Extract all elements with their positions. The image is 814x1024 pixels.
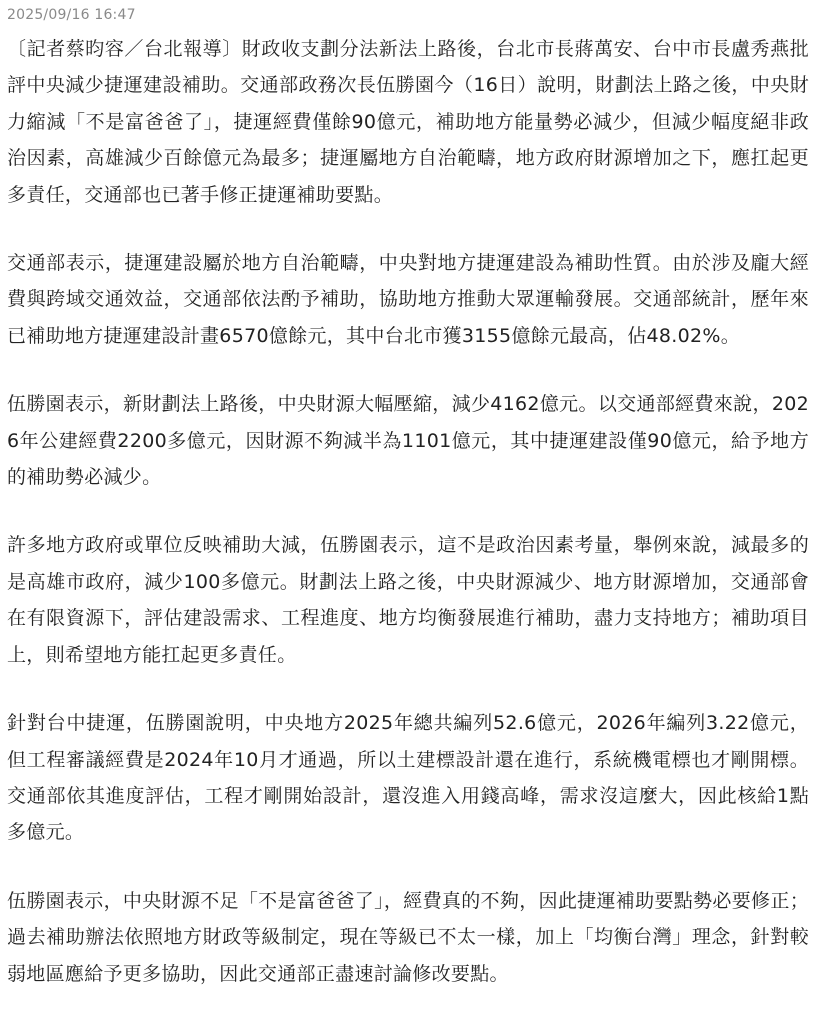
article-paragraph-6: 伍勝園表示，中央財源不足「不是富爸爸了」，經費真的不夠，因此捷運補助要點勢必要修正；過去補助辦法依照地方財政等級制定，現在等級已不太一樣，加上「均衡台灣」理念，針對較弱地區應給予更多協助，因此交通部正盡速討論修改要點。 bbox=[7, 889, 809, 985]
article-paragraph-2: 交通部表示，捷運建設屬於地方自治範疇，中央對地方捷運建設為補助性質。由於涉及龐大經費與跨域交通效益，交通部依法酌予補助，協助地方推動大眾運輸發展。交通部統計，歷年來已補助地方捷運建設計畫6570億餘元，其中台北市獲3155億餘元最高，佔48.02%。 bbox=[7, 252, 809, 347]
article-paragraph-1: 〔記者蔡昀容／台北報導〕財政收支劃分法新法上路後，台北市長蔣萬安、台中市長盧秀燕批評中央減少捷運建設補助。交通部政務次長伍勝園今（16日）說明，財劃法上路之後，中央財力縮減「不是富爸爸了」，捷運經費僅餘90億元，補助地方能量勢必減少，但減少幅度絕非政治因素，高雄減少百餘億元為最多；捷運屬地方自治範疇，地方政府財源增加之下，應扛起更多責任，交通部也已著手修正捷運補助要點。 bbox=[7, 38, 809, 206]
publish-timestamp: 2025/09/16 16:47 bbox=[7, 7, 136, 23]
article-paragraph-5: 針對台中捷運，伍勝園說明，中央地方2025年總共編列52.6億元，2026年編列3.22億元，但工程審議經費是2024年10月才通過，所以土建標設計還在進行，系統機電標也才剛開標。交通部依其進度評估，工程才剛開始設計，還沒進入用錢高峰，需求沒這麼大，因此核給1點多億元。 bbox=[7, 712, 809, 844]
news-article bbox=[7, 0, 809, 1024]
article-paragraph-4: 許多地方政府或單位反映補助大減，伍勝園表示，這不是政治因素考量，舉例來說，減最多的是高雄市政府，減少100多億元。財劃法上路之後，中央財源減少、地方財源增加，交通部會在有限資源下，評估建設需求、工程進度、地方均衡發展進行補助，盡力支持地方；補助項目上，則希望地方能扛起更多責任。 bbox=[7, 534, 809, 666]
article-paragraph-3: 伍勝園表示，新財劃法上路後，中央財源大幅壓縮，減少4162億元。以交通部經費來說，2026年公建經費2200多億元，因財源不夠減半為1101億元，其中捷運建設僅90億元，給予地方的補助勢必減少。 bbox=[7, 393, 809, 489]
